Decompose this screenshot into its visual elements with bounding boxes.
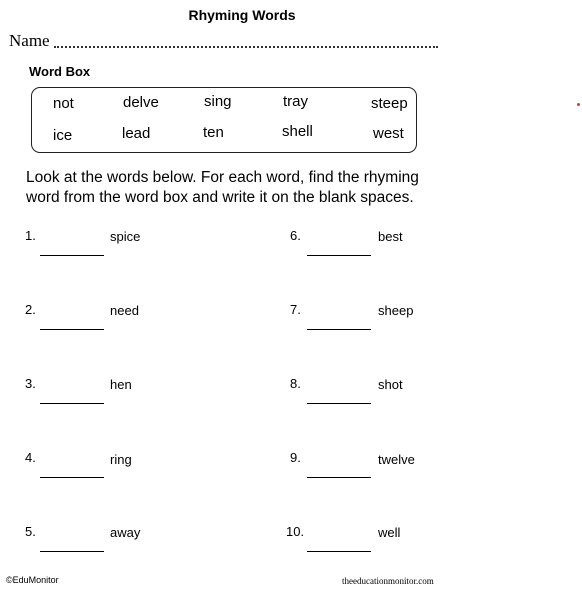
question-word: ring: [110, 452, 132, 467]
answer-blank[interactable]: [40, 403, 104, 404]
answer-blank[interactable]: [307, 403, 371, 404]
word-box-heading: Word Box: [29, 64, 91, 79]
question-word: twelve: [378, 452, 415, 467]
footer-copyright: ©EduMonitor: [6, 575, 59, 585]
question-word: spice: [110, 229, 141, 244]
question-word: sheep: [378, 303, 414, 318]
answer-blank[interactable]: [307, 551, 371, 552]
word-box-word: shell: [282, 123, 313, 140]
answer-blank[interactable]: [307, 329, 371, 330]
footer-website[interactable]: theeducationmonitor.com: [342, 576, 434, 586]
word-box-word: ice: [53, 127, 73, 144]
worksheet-title: Rhyming Words: [188, 7, 296, 23]
question-number: 10.: [286, 524, 305, 539]
word-box: [31, 87, 417, 153]
name-dotted-line[interactable]: [54, 46, 438, 48]
word-box-word: sing: [204, 93, 232, 110]
question-number: 6.: [290, 228, 301, 243]
word-box-word: not: [53, 95, 74, 112]
answer-blank[interactable]: [40, 255, 104, 256]
question-word: hen: [110, 377, 132, 392]
question-number: 1.: [25, 228, 36, 243]
question-number: 8.: [290, 376, 301, 391]
word-box-word: delve: [123, 94, 159, 111]
word-box-word: lead: [122, 125, 151, 142]
word-box-word: tray: [283, 93, 309, 110]
question-number: 3.: [25, 376, 36, 391]
question-word: shot: [378, 377, 403, 392]
question-word: away: [110, 525, 141, 540]
answer-blank[interactable]: [40, 477, 104, 478]
question-word: need: [110, 303, 139, 318]
question-number: 7.: [290, 302, 301, 317]
question-number: 4.: [25, 450, 36, 465]
word-box-word: steep: [371, 95, 408, 112]
question-number: 9.: [290, 450, 301, 465]
word-box-word: west: [373, 125, 404, 142]
answer-blank[interactable]: [40, 329, 104, 330]
answer-blank[interactable]: [40, 551, 104, 552]
name-label: Name: [9, 31, 50, 50]
instructions: Look at the words below. For each word, find the rhyming word from the word box and write it on the blank spaces.: [26, 169, 419, 206]
answer-blank[interactable]: [307, 477, 371, 478]
question-word: well: [378, 525, 401, 540]
answer-blank[interactable]: [307, 255, 371, 256]
decorative-dot: [577, 103, 580, 106]
word-box-word: ten: [203, 124, 224, 141]
question-number: 5.: [25, 524, 36, 539]
question-word: best: [378, 229, 403, 244]
question-number: 2.: [25, 302, 36, 317]
